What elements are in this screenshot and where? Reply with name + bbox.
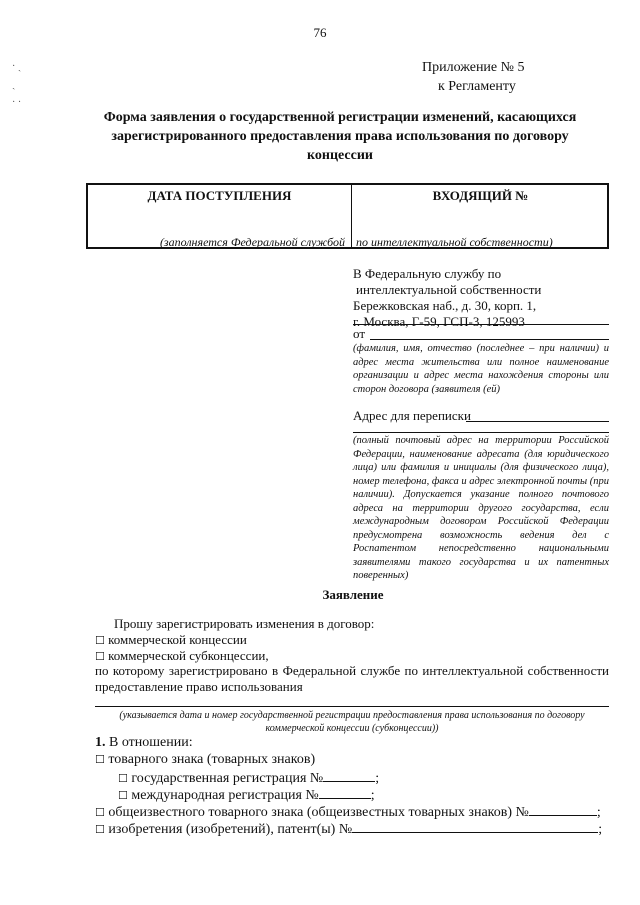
statement-heading: Заявление [322,587,384,602]
addressee-line: Бережковская наб., д. 30, корп. 1, [353,298,537,313]
registered-text-2: предоставление право использования [95,679,303,694]
invention-patent-number-field[interactable] [352,820,598,833]
appendix-number: Приложение № 5 [422,60,525,75]
title-line: Форма заявления о государственной регистрации изменений, касающихся [103,110,577,125]
state-registration-number-field[interactable] [323,769,375,782]
margin-marks [12,58,21,112]
receipt-date-header: ДАТА ПОСТУПЛЕНИЯ [147,188,292,203]
state-registration-option[interactable] [118,769,379,787]
registration-details-field[interactable] [95,706,609,707]
checkbox-icon[interactable]: ☐ [95,753,105,766]
margin-mark: · · [12,97,22,108]
international-registration-option[interactable] [118,786,375,804]
from-field[interactable] [370,339,609,340]
checkbox-icon[interactable]: ☐ [95,806,105,819]
checkbox-icon[interactable]: ☐ [95,650,105,663]
invention-option[interactable] [95,820,602,838]
option-label: государственная регистрация № [131,771,324,786]
option-label: общеизвестного товарного знака (общеизвестных товарных знаков) № [108,805,529,820]
well-known-trademark-option[interactable] [95,803,601,821]
addressee-block [353,266,541,330]
checkbox-icon[interactable]: ☐ [118,772,128,785]
appendix-regulation: к Регламенту [438,79,516,94]
checkbox-icon[interactable]: ☐ [118,789,128,802]
option-label: товарного знака (товарных знаков) [108,752,316,767]
page-number: 76 [313,25,327,40]
semicolon: ; [375,771,380,786]
request-text: Прошу зарегистрировать изменения в договор: [114,616,375,631]
option-label: коммерческой концессии [108,632,247,647]
option-label: коммерческой субконцессии, [108,648,269,663]
correspondence-field[interactable] [466,421,609,422]
correspondence-note: (полный почтовый адрес на территории Российской Федерации, наименование адресата (для юридического лица) или фамилия и инициалы (для физического лица), номер телефона, факса и адрес электронной почты (при наличии). Допускается указание полного почтового адреса на территории другого государства, если международным договором Российской Федерации предусмотрена возможность ведения дел с Роспатентом непосредственно национальными заявителями такого государства и их патентных поверенных) [353,435,609,581]
addressee-line: интеллектуальной собственности [356,282,542,297]
table-note-left: (заполняется Федеральной службой [159,235,345,249]
semicolon: ; [596,805,601,820]
registration-details-note: (указывается дата и номер государственной регистрации предоставления права использования по договору коммерческой концессии (субконцессии)) [119,710,585,734]
addressee-line: г. Москва, Г-59, ГСП-3, 125993 [353,314,525,329]
correspondence-field-line2[interactable] [353,432,609,433]
registered-text: по которому зарегистрировано в Федеральной службе по интеллектуальной собственности [95,663,609,678]
trademark-option[interactable] [95,752,315,768]
incoming-number-header: ВХОДЯЩИЙ № [432,188,529,203]
registration-table [86,183,609,249]
checkbox-icon[interactable]: ☐ [95,823,105,836]
from-label: от [353,326,366,341]
correspondence-label: Адрес для переписки [353,408,471,423]
semicolon: ; [598,822,603,837]
section-1-heading [95,735,193,751]
margin-mark: · ˏ [12,61,22,72]
appendix-reference [422,58,525,96]
document-title [90,108,590,165]
option-label: международная регистрация № [131,788,319,803]
title-line: концессии [307,148,373,163]
section-number: 1. [95,735,106,750]
checkbox-icon[interactable]: ☐ [95,634,105,647]
international-registration-number-field[interactable] [319,786,371,799]
divider-line [353,324,609,325]
well-known-trademark-number-field[interactable] [529,803,597,816]
table-note-right: по интеллектуальной собственности) [356,235,553,249]
semicolon: ; [370,788,375,803]
option-commercial-concession[interactable] [95,632,247,650]
title-line: зарегистрированного предоставления права использования по договору [111,129,569,144]
section-heading-text: В отношении: [109,735,193,750]
option-label: изобретения (изобретений), патент(ы) № [108,822,353,837]
from-note: (фамилия, имя, отчество (последнее – при наличии) и адрес места жительства или полное наименование организации и адрес места нахождения стороны или сторон договора (заявителя (ей) [353,343,609,395]
addressee-line: В Федеральную службу по [353,266,502,281]
margin-mark: ˎ [12,79,16,90]
